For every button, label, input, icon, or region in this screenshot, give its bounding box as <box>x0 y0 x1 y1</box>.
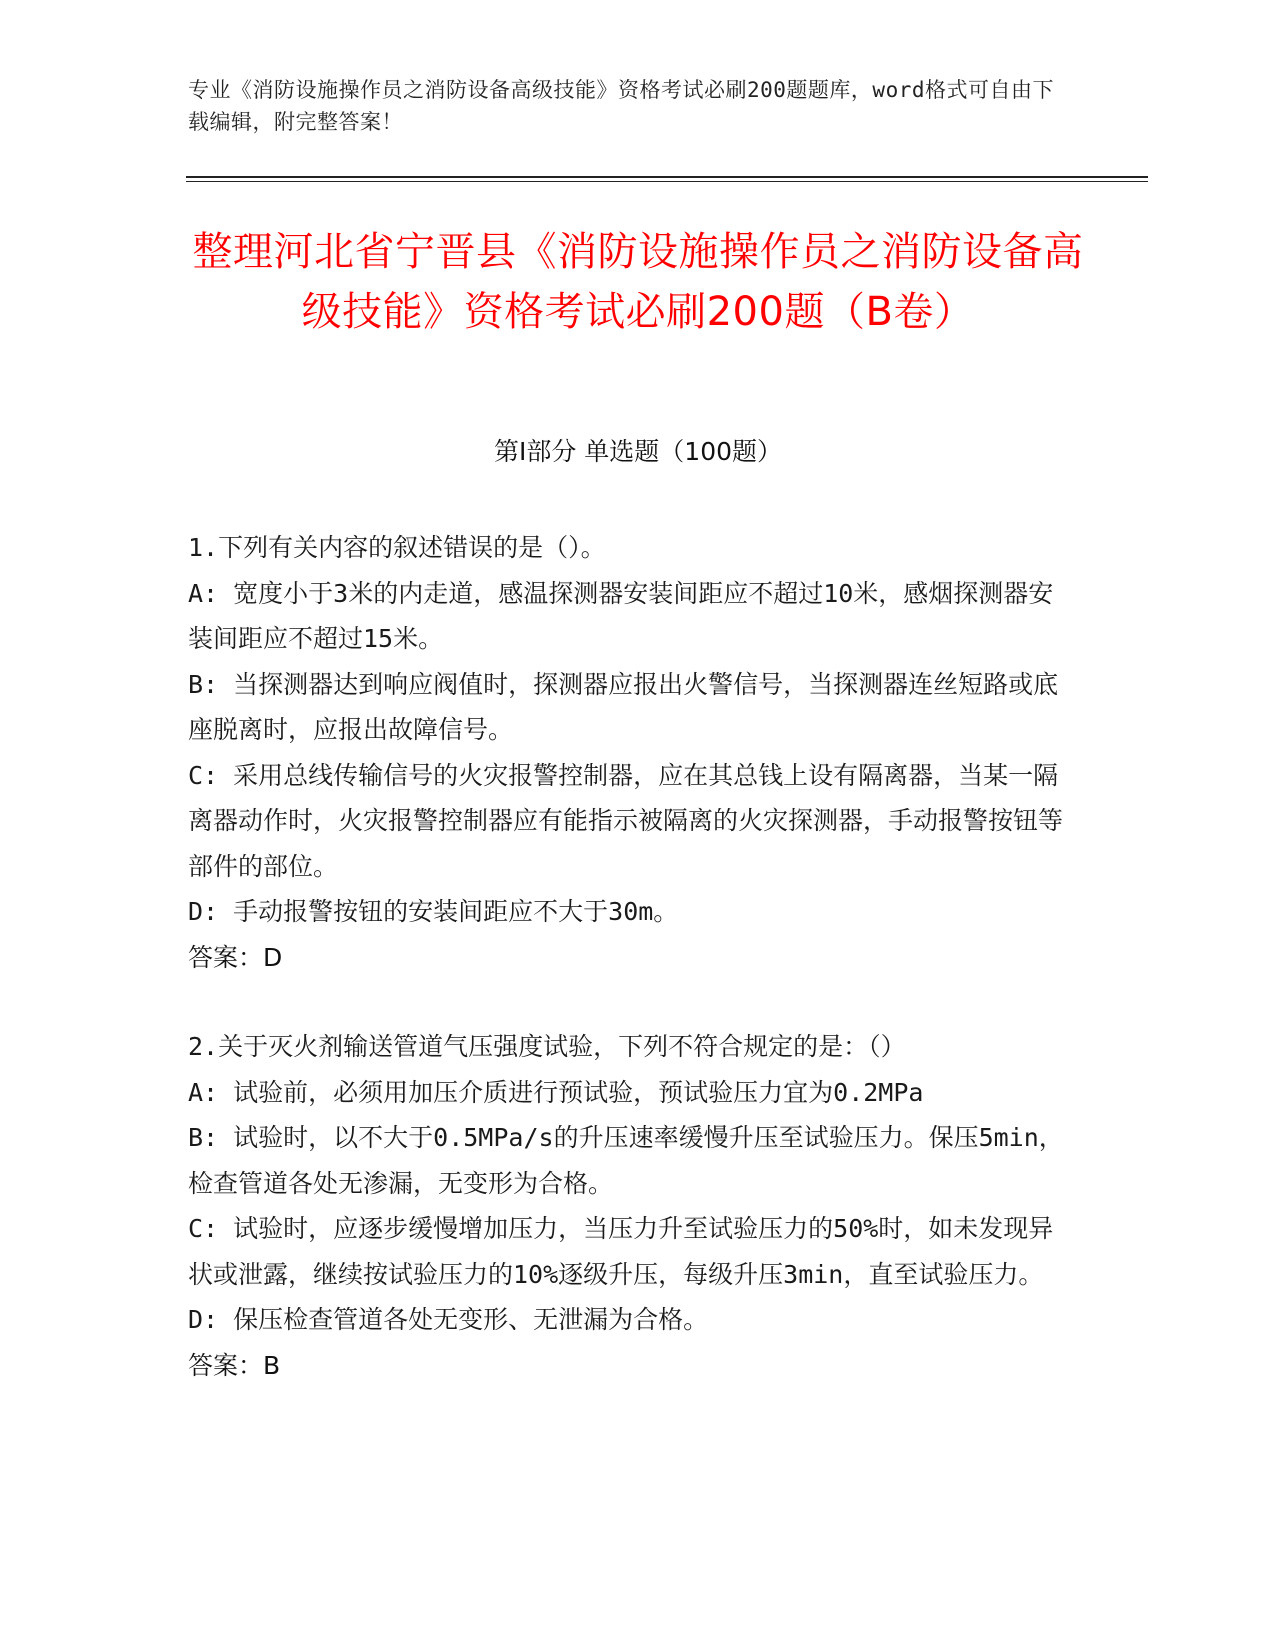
header-rule-thick <box>186 176 1148 178</box>
option-a: A: 试验前，必须用加压介质进行预试验，预试验压力宜为0.2MPa <box>188 1077 924 1107</box>
option-d: D: 手动报警按钮的安装间距应不大于30m。 <box>188 897 679 926</box>
question-2 <box>188 1024 1068 1388</box>
option-a: A: 宽度小于3米的内走道，感温探测器安装间距应不超过10米，感烟探测器安装间距应不超过15米。 <box>188 578 1054 653</box>
question-1 <box>188 525 1068 980</box>
option-b: B: 当探测器达到响应阀值时，探测器应报出火警信号，当探测器连丝短路或底座脱离时，应报出故障信号。 <box>188 669 1059 744</box>
section-title: 第I部分 单选题（100题） <box>493 437 783 466</box>
question-stem: 2.关于灭火剂输送管道气压强度试验，下列不符合规定的是：（） <box>188 1032 906 1061</box>
header-note: 专业《消防设施操作员之消防设备高级技能》资格考试必刷200题题库，word格式可自由下载编辑，附完整答案！ <box>188 78 1054 134</box>
option-c: C: 采用总线传输信号的火灾报警控制器，应在其总钱上设有隔离器，当某一隔离器动作时，火灾报警控制器应有能指示被隔离的火灾探测器，手动报警按钮等部件的部位。 <box>188 760 1064 881</box>
question-stem: 1.下列有关内容的叙述错误的是（）。 <box>188 533 606 562</box>
option-d: D: 保压检查管道各处无变形、无泄漏为合格。 <box>188 1305 709 1334</box>
option-b: B: 试验时，以不大于0.5MPa/s的升压速率缓慢升压至试验压力。保压5min，检查管道各处无渗漏，无变形为合格。 <box>188 1123 1064 1198</box>
option-c: C: 试验时，应逐步缓慢增加压力，当压力升至试验压力的50%时，如未发现异状或泄露，继续按试验压力的10%逐级升压，每级升压3min，直至试验压力。 <box>188 1214 1054 1289</box>
answer: 答案：D <box>188 942 283 972</box>
header-rule-thin <box>186 181 1148 182</box>
answer: 答案：B <box>188 1350 281 1380</box>
document-title: 整理河北省宁晋县《消防设施操作员之消防设备高级技能》资格考试必刷200题（B卷） <box>192 229 1084 335</box>
